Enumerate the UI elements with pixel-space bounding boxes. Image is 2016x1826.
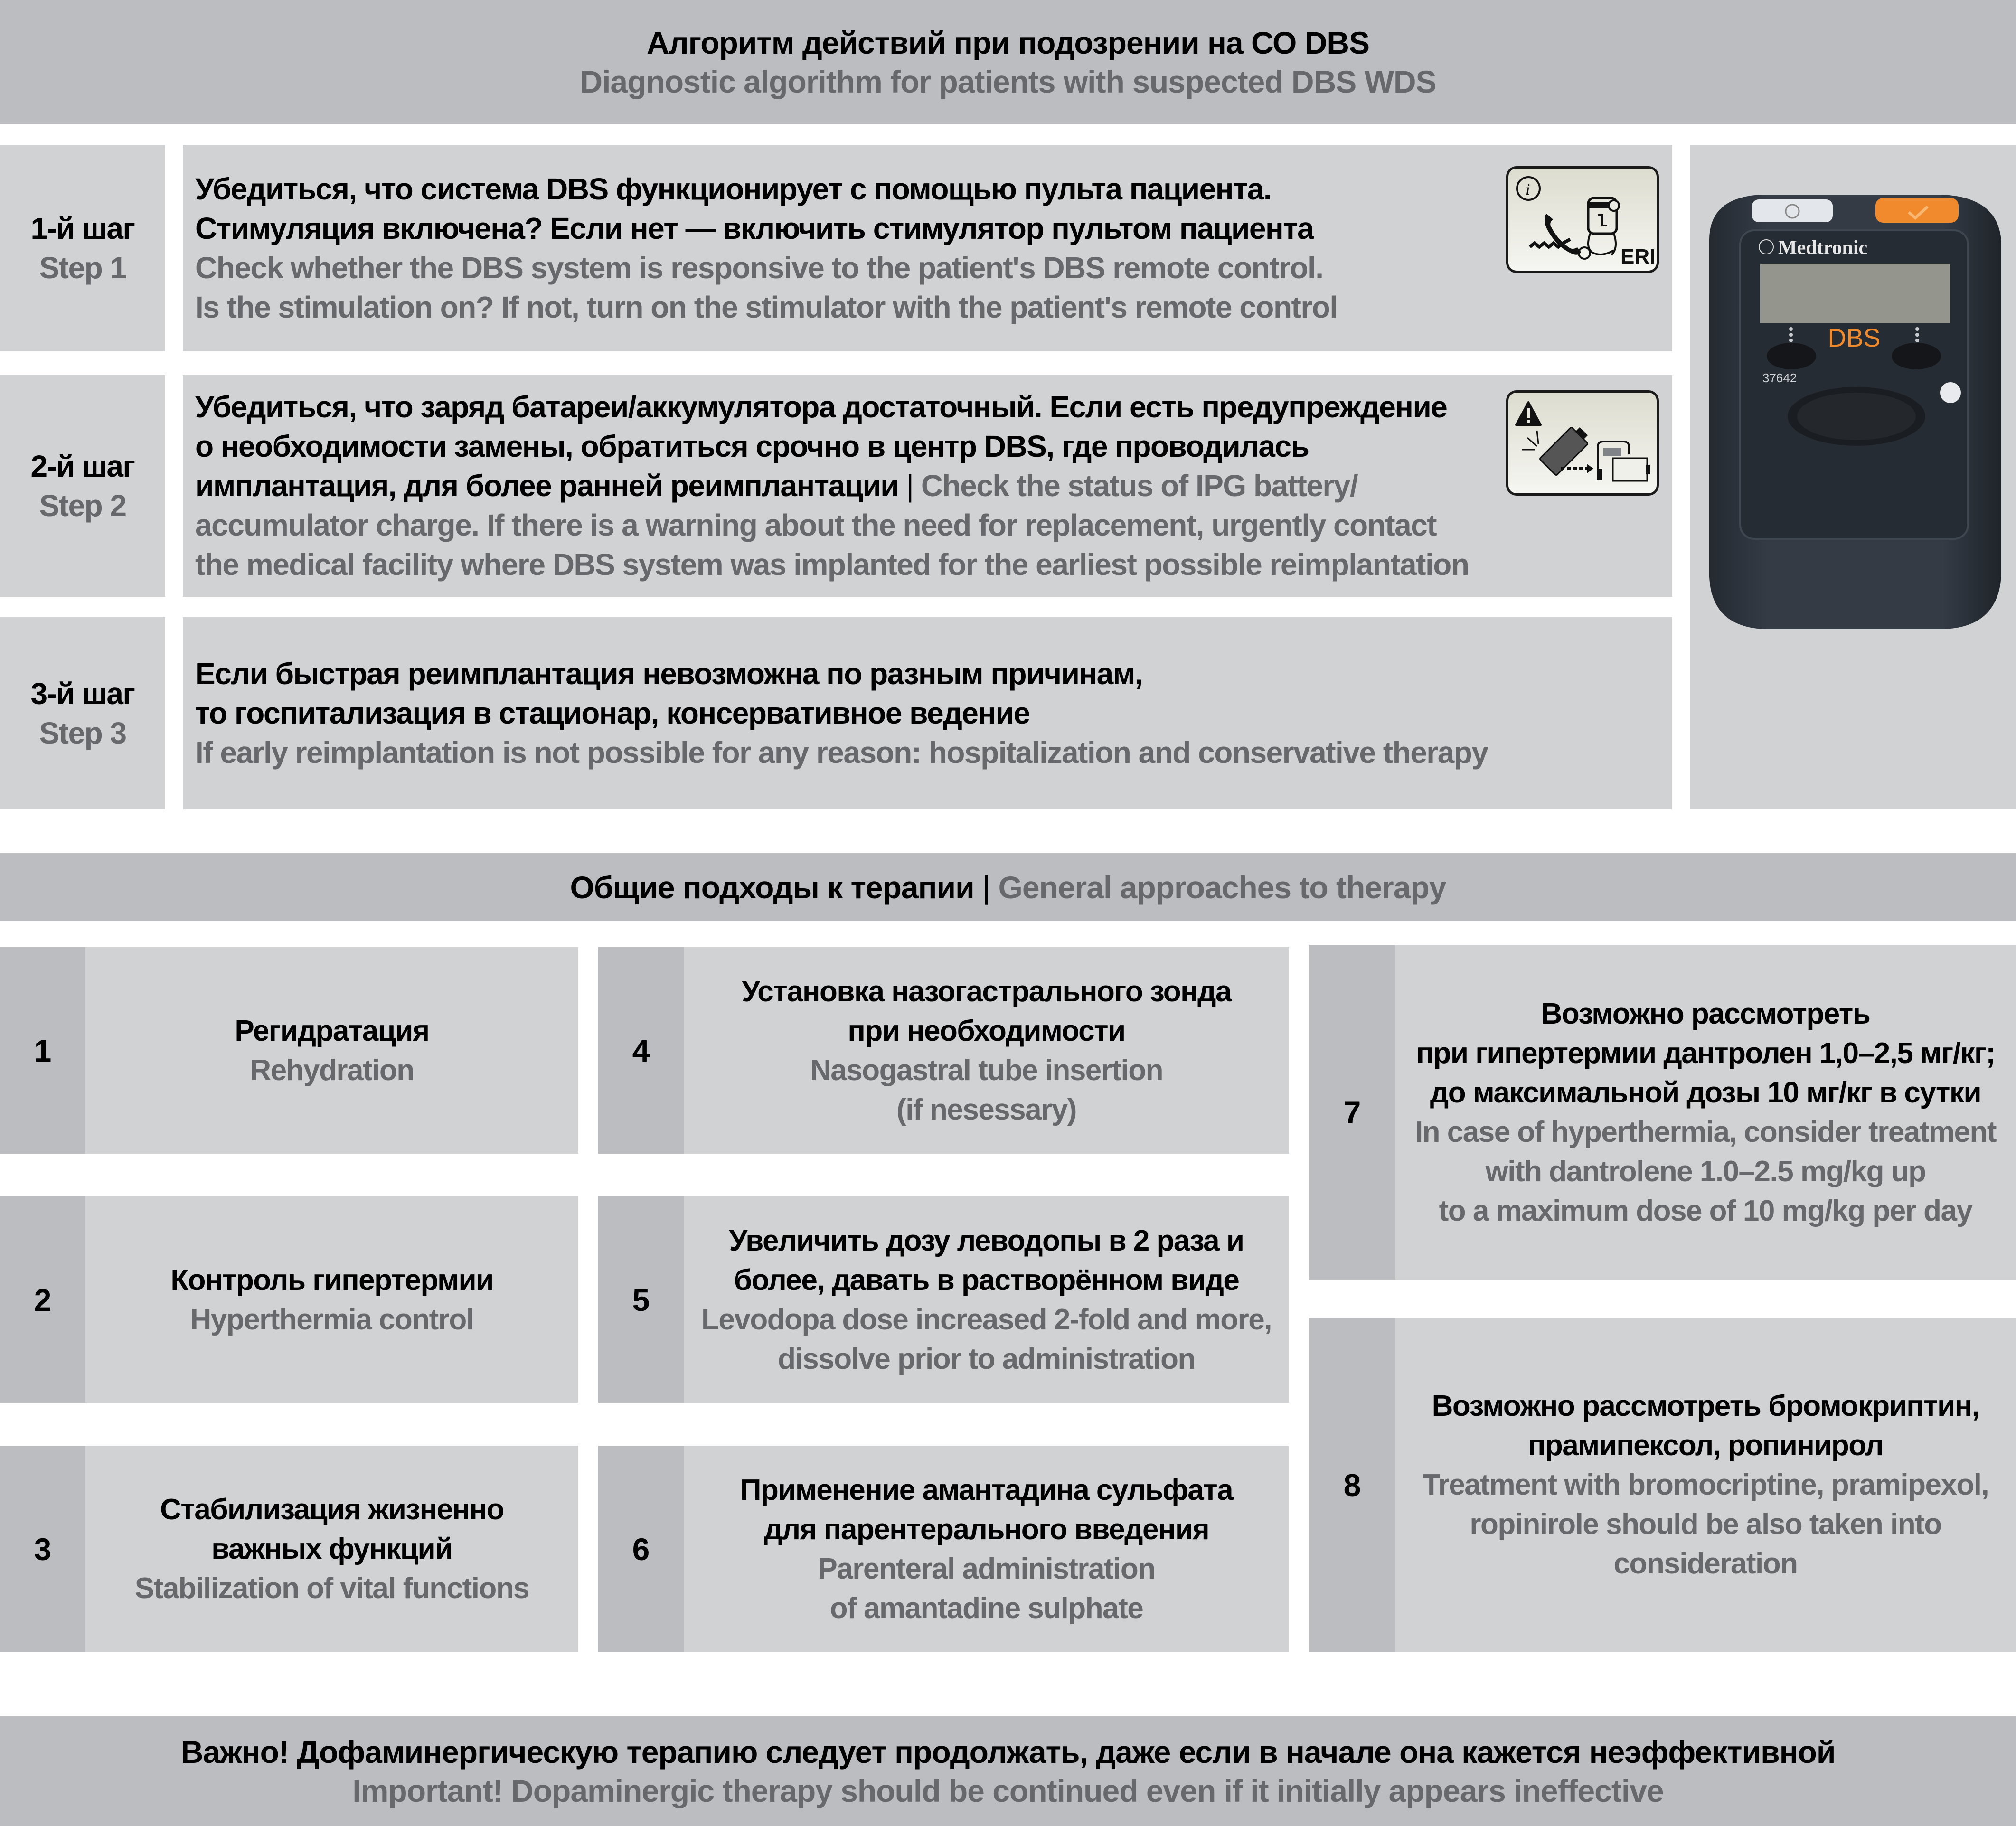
step-text-mixed-line	[195, 466, 1672, 506]
therapy-text-en: (if nesessary)	[896, 1093, 1076, 1126]
therapy-text-en: Parenteral administration	[818, 1552, 1155, 1585]
therapy-text-en: ropinirole should be also taken into	[1470, 1508, 1941, 1541]
step-1-label	[0, 145, 165, 351]
step-text-ru: имплантация, для более ранней реимплантации	[195, 469, 899, 503]
power-button	[1752, 199, 1833, 222]
device-label: DBS	[1828, 324, 1881, 352]
therapy-header-en: General approaches to therapy	[998, 869, 1446, 905]
therapy-box-7	[1309, 945, 2016, 1280]
eri-label: ERI	[1620, 245, 1656, 268]
therapy-text-ru: Контроль гипертермии	[170, 1263, 493, 1297]
therapy-text-ru: Увеличить дозу леводопы в 2 раза и	[729, 1224, 1244, 1257]
step-text-ru: то госпитализация в стационар, консервативное ведение	[195, 696, 1030, 730]
svg-text:i: i	[1526, 181, 1530, 198]
header-title-ru: Алгоритм действий при подозрении на СО DBS	[646, 25, 1370, 60]
step-label-en: Step 1	[39, 250, 126, 285]
therapy-number: 1	[0, 947, 85, 1154]
therapy-text-ru: прамипексол, ропинирол	[1527, 1429, 1884, 1462]
left-button	[1767, 343, 1816, 369]
therapy-text-ru: при гипертермии дантролен 1,0–2,5 мг/кг;	[1416, 1036, 1995, 1070]
therapy-text-en: to a maximum dose of 10 mg/kg per day	[1439, 1194, 1972, 1227]
therapy-number: 5	[598, 1196, 684, 1403]
therapy-text-en: Rehydration	[250, 1054, 414, 1087]
therapy-text-en: dissolve prior to administration	[778, 1342, 1195, 1375]
therapy-text	[684, 947, 1289, 1154]
right-button	[1892, 343, 1941, 369]
therapy-text	[684, 1446, 1289, 1652]
therapy-box-3	[0, 1446, 578, 1652]
therapy-text-en: Stabilization of vital functions	[134, 1572, 529, 1605]
confirm-button	[1875, 198, 1959, 223]
therapy-box-1	[0, 947, 578, 1154]
therapy-number: 7	[1309, 945, 1395, 1280]
therapy-header	[0, 853, 2016, 921]
therapy-text-ru: Возможно рассмотреть	[1541, 997, 1870, 1030]
therapy-text-ru: при необходимости	[848, 1014, 1125, 1047]
page-header	[0, 0, 2016, 124]
therapy-text	[85, 1446, 578, 1652]
therapy-number: 2	[0, 1196, 85, 1403]
brand-logo: Medtronic	[1778, 237, 1868, 259]
important-note-ru: Важно! Дофаминергическую терапию следует продолжать, даже если в начале она кажется неэффективной	[180, 1734, 1836, 1770]
therapy-text	[1395, 945, 2016, 1280]
remote-control-photo	[1690, 145, 2016, 809]
step-text-en: the medical facility where DBS system was implanted for the earliest possible reimplantation	[195, 547, 1469, 582]
step-text-ru: Убедиться, что система DBS функционирует с помощью пульта пациента.	[195, 171, 1272, 206]
small-power-button	[1940, 382, 1961, 403]
step-text-ru: Стимуляция включена? Если нет — включить стимулятор пультом пациента	[195, 211, 1314, 245]
therapy-text-ru: Стабилизация жизненно	[160, 1493, 504, 1526]
therapy-text-en: Treatment with bromocriptine, pramipexol,	[1422, 1468, 1989, 1501]
therapy-text	[684, 1196, 1289, 1403]
step-2-label	[0, 375, 165, 597]
therapy-text-ru: более, давать в растворённом виде	[734, 1263, 1239, 1297]
therapy-text	[85, 947, 578, 1154]
battery-icon-graphic	[1508, 393, 1657, 493]
step-label-ru: 1-й шаг	[30, 211, 135, 245]
step-text-en: Check the status of IPG battery/	[921, 469, 1358, 503]
step-3-content	[183, 617, 1672, 809]
battery-replacement-warning-icon	[1506, 390, 1659, 496]
header-title-en: Diagnostic algorithm for patients with suspected DBS WDS	[580, 64, 1436, 99]
step-label-en: Step 3	[39, 715, 126, 750]
therapy-text-en: Nasogastral tube insertion	[810, 1054, 1163, 1087]
therapy-box-6	[598, 1446, 1289, 1652]
therapy-text	[85, 1196, 578, 1403]
step-label-en: Step 2	[39, 488, 126, 523]
therapy-text-ru: для парентерального введения	[763, 1513, 1209, 1546]
separator: |	[974, 869, 999, 905]
therapy-box-4	[598, 947, 1289, 1154]
therapy-text-en: Hyperthermia control	[190, 1303, 474, 1336]
therapy-text-ru: Применение амантадина сульфата	[740, 1473, 1233, 1506]
therapy-box-8	[1309, 1318, 2016, 1652]
therapy-text-ru: Возможно рассмотреть бромокриптин,	[1432, 1390, 1979, 1422]
therapy-text-ru: важных функций	[211, 1533, 452, 1565]
step-text-en: Is the stimulation on? If not, turn on the stimulator with the patient's remote control	[195, 290, 1338, 324]
therapy-header-ru: Общие подходы к терапии	[570, 869, 974, 905]
therapy-box-5	[598, 1196, 1289, 1403]
important-note-en: Important! Dopaminergic therapy should be continued even if it initially appears ineffective	[352, 1773, 1664, 1808]
step-text-en: Check whether the DBS system is responsive to the patient's DBS remote control.	[195, 250, 1323, 285]
step-1-content	[183, 145, 1672, 351]
patient-remote-device	[1690, 145, 2016, 809]
step-text-ru: о необходимости замены, обратиться срочно в центр DBS, где проводилась	[195, 429, 1309, 463]
step-text-en: If early reimplantation is not possible for any reason: hospitalization and conservative therapy	[195, 735, 1488, 770]
step-2-content	[183, 375, 1672, 597]
therapy-text-ru: до максимальной дозы 10 мг/кг в сутки	[1430, 1076, 1981, 1109]
therapy-text-en: consideration	[1613, 1547, 1798, 1580]
important-note	[0, 1716, 2016, 1826]
step-label-ru: 3-й шаг	[30, 676, 135, 711]
step-text-ru: Если быстрая реимплантация невозможна по разным причинам,	[195, 657, 1142, 691]
therapy-number: 4	[598, 947, 684, 1154]
therapy-number: 8	[1309, 1318, 1395, 1652]
separator: |	[898, 469, 921, 503]
step-3-label	[0, 617, 165, 809]
model-number: 37642	[1762, 371, 1797, 385]
therapy-text-en: In case of hyperthermia, consider treatment	[1414, 1115, 1997, 1148]
eri-info-doctor-phone-icon	[1506, 166, 1659, 273]
therapy-text-ru: Установка назогастрального зонда	[742, 975, 1231, 1008]
therapy-text	[1395, 1318, 2016, 1652]
step-text-ru: Убедиться, что заряд батареи/аккумулятора достаточный. Если есть предупреждение	[195, 390, 1447, 424]
therapy-number: 3	[0, 1446, 85, 1652]
step-label-ru: 2-й шаг	[30, 449, 135, 483]
eri-icon-graphic	[1508, 169, 1657, 271]
therapy-number: 6	[598, 1446, 684, 1652]
step-text-en: accumulator charge. If there is a warning about the need for replacement, urgently contact	[195, 508, 1437, 542]
therapy-text-en: Levodopa dose increased 2-fold and more,	[701, 1303, 1272, 1336]
therapy-text-en: of amantadine sulphate	[829, 1591, 1143, 1625]
therapy-header-line	[570, 868, 1446, 907]
therapy-text-ru: Регидратация	[235, 1014, 429, 1047]
therapy-text-en: with dantrolene 1.0–2.5 mg/kg up	[1485, 1155, 1926, 1188]
therapy-box-2	[0, 1196, 578, 1403]
